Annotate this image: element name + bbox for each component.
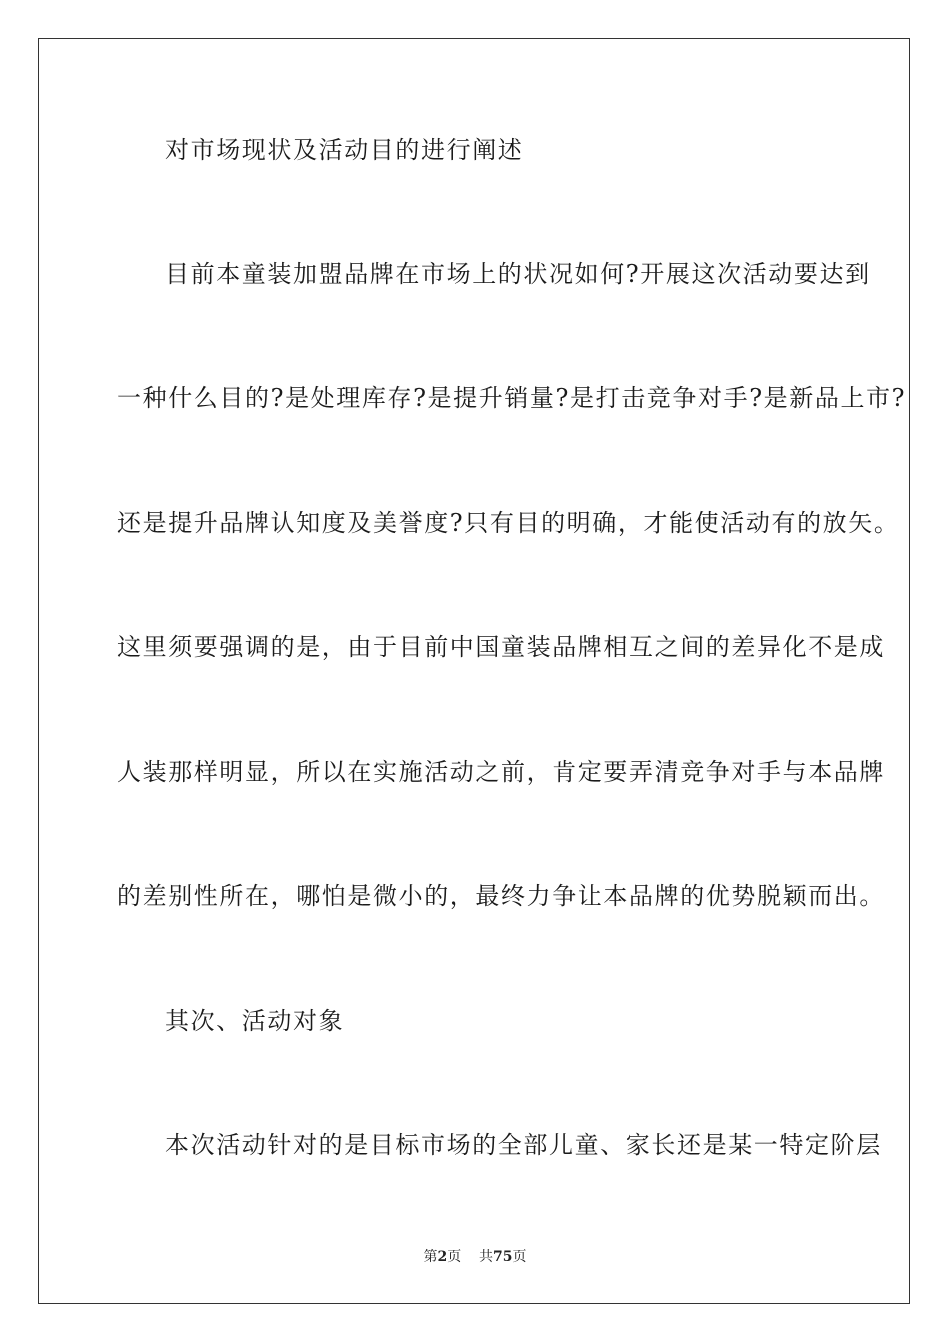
page-footer bbox=[0, 1248, 950, 1266]
paragraph-line: 的差别性所在，哪怕是微小的，最终力争让本品牌的优势脱颖而出。 bbox=[117, 882, 885, 910]
section-heading: 对市场现状及活动目的进行阐述 bbox=[165, 136, 524, 164]
paragraph-line: 目前本童装加盟品牌在市场上的状况如何?开展这次活动要达到 bbox=[165, 260, 871, 288]
section-heading: 其次、活动对象 bbox=[165, 1007, 345, 1035]
page-prefix: 第 bbox=[423, 1249, 438, 1265]
page-suffix: 页 bbox=[447, 1249, 462, 1265]
paragraph-line: 人装那样明显，所以在实施活动之前，肯定要弄清竞争对手与本品牌 bbox=[117, 758, 885, 786]
paragraph-line: 还是提升品牌认知度及美誉度?只有目的明确，才能使活动有的放矢。 bbox=[117, 509, 900, 537]
paragraph-line: 本次活动针对的是目标市场的全部儿童、家长还是某一特定阶层 bbox=[165, 1131, 882, 1159]
total-prefix: 共 bbox=[479, 1249, 494, 1265]
page-border bbox=[38, 38, 910, 1304]
page-number: 2 bbox=[437, 1249, 448, 1265]
paragraph-line: 这里须要强调的是，由于目前中国童装品牌相互之间的差异化不是成 bbox=[117, 633, 885, 661]
total-pages: 75 bbox=[493, 1249, 513, 1265]
paragraph-line: 一种什么目的?是处理库存?是提升销量?是打击竞争对手?是新品上市? bbox=[117, 384, 907, 412]
total-suffix: 页 bbox=[512, 1249, 527, 1265]
